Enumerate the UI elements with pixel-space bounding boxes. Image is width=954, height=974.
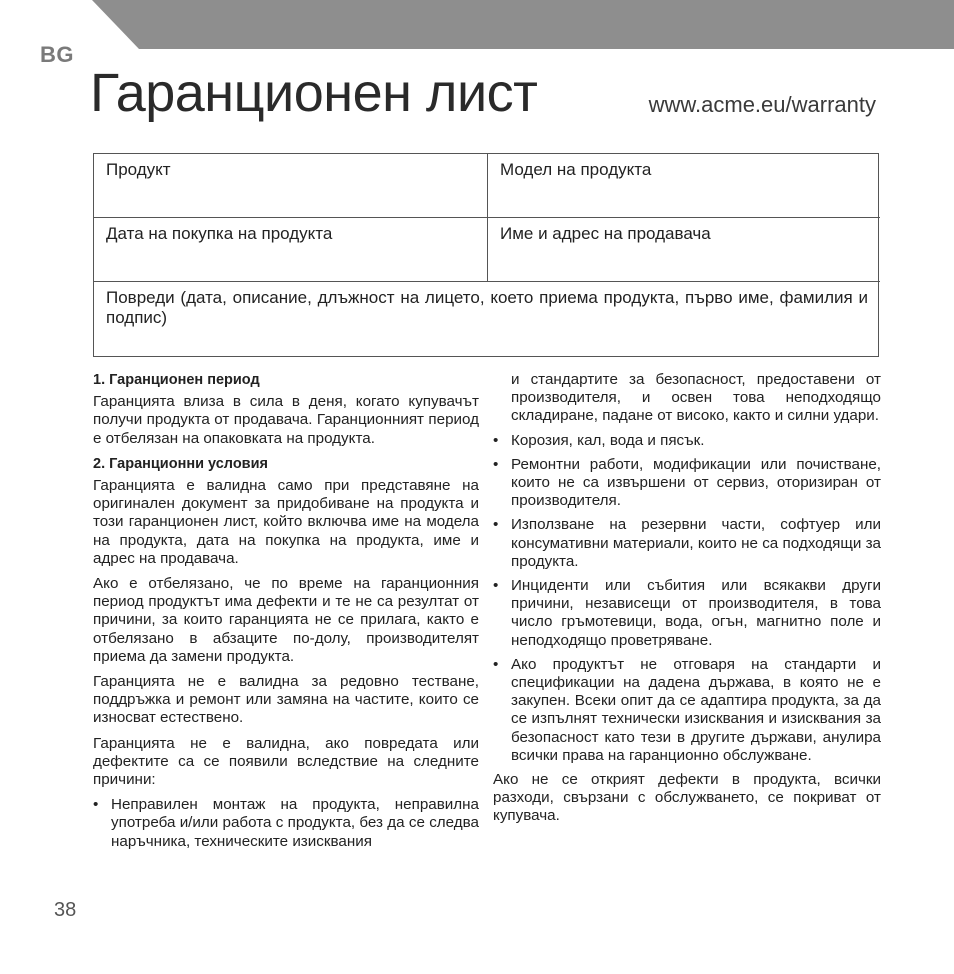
list-item-text: Неправилен монтаж на продукта, неправилна употреба и/или работа с продукта, без да се следва наръчника, техническите изисквания [111, 796, 479, 850]
field-model: Модел на продукта [488, 154, 880, 218]
field-seller: Име и адрес на продавача [488, 218, 880, 282]
header-band [92, 0, 954, 49]
right-column [493, 371, 881, 833]
list-item [493, 456, 881, 511]
bullet-icon: • [493, 577, 499, 595]
list-item [493, 577, 881, 650]
paragraph-period: Гаранцията влиза в сила в деня, когато купувачът получи продукта от продавача. Гаранционният период е отбелязан на опаковката на продукта. [93, 393, 479, 447]
language-code: BG [40, 42, 74, 67]
page-title: Гаранционен лист [90, 63, 538, 123]
paragraph-closing: Ако не се открият дефекти в продукта, всички разходи, свързани с обслужването, се покриват от купувача. [493, 771, 881, 825]
exclusion-list [93, 796, 479, 851]
bullet-icon: • [93, 796, 99, 814]
bullet-icon: • [493, 516, 499, 534]
section-heading-period: 1. Гаранционен период [93, 372, 260, 388]
section-heading-conditions: 2. Гаранционни условия [93, 455, 268, 472]
bullet-icon: • [493, 655, 499, 673]
list-item-text: Ако продуктът не отговаря на стандарти и спецификации на дадена държава, в която не е закупен. Всеки опит да се адаптира продукта, за да се изпълнят технически изисквания и изисквания за безопасност като тези в другите държави, анулира всички права на гаранционно обслужване. [511, 655, 881, 764]
warranty-url: www.acme.eu/warranty [648, 92, 876, 117]
paragraph: Гаранцията не е валидна за редовно тестване, поддръжка и ремонт или замяна на частите, които се износват естествено. [93, 673, 479, 727]
list-item-text: Ремонтни работи, модификации или почистване, които не са извършени от сервиз, оторизиран от производителя. [511, 455, 881, 510]
list-item [93, 796, 479, 851]
exclusion-list [493, 432, 881, 765]
list-item [493, 432, 881, 450]
list-item-continuation: и стандартите за безопасност, предоставени от производителя, и освен това неподходящо складиране, падане от високо, както и силни удари. [511, 371, 881, 425]
bullet-icon: • [493, 431, 499, 449]
list-item-text: Инциденти или събития или всякакви други причини, независещи от производителя, в това число гръмотевици, вода, огън, магнитно поле и неподходящо проветряване. [511, 577, 881, 649]
paragraph: Ако е отбелязано, че по време на гаранционния период продуктът има дефекти и те не са резултат от причини, за които гаранцията не се прилага, както е отбелязано в абзаците по-долу, производителят приема да замени продукта. [93, 575, 479, 665]
bullet-icon: • [493, 455, 499, 473]
page-number: 38 [54, 899, 77, 921]
field-repairs: Повреди (дата, описание, длъжност на лицето, което приема продукта, първо име, фамилия и подпис) [106, 288, 868, 328]
field-product: Продукт [94, 154, 488, 218]
list-item-text: Корозия, кал, вода и пясък. [511, 431, 705, 449]
list-item [493, 516, 881, 571]
field-purchase-date: Дата на покупка на продукта [94, 218, 488, 282]
paragraph: Гаранцията не е валидна, ако повредата или дефектите са се появили вследствие на следните причини: [93, 734, 479, 789]
list-item-text: Използване на резервни части, софтуер или консумативни материали, които не са подходящи за продукта. [511, 516, 881, 570]
left-column [93, 371, 479, 857]
list-item [493, 656, 881, 765]
paragraph: Гаранцията е валидна само при представяне на оригинален документ за придобиване на продукта и този гаранционен лист, който включва име на модела на продукта, дата на покупка на продукта, име и адрес на продавача. [93, 477, 479, 567]
warranty-form [93, 153, 879, 357]
